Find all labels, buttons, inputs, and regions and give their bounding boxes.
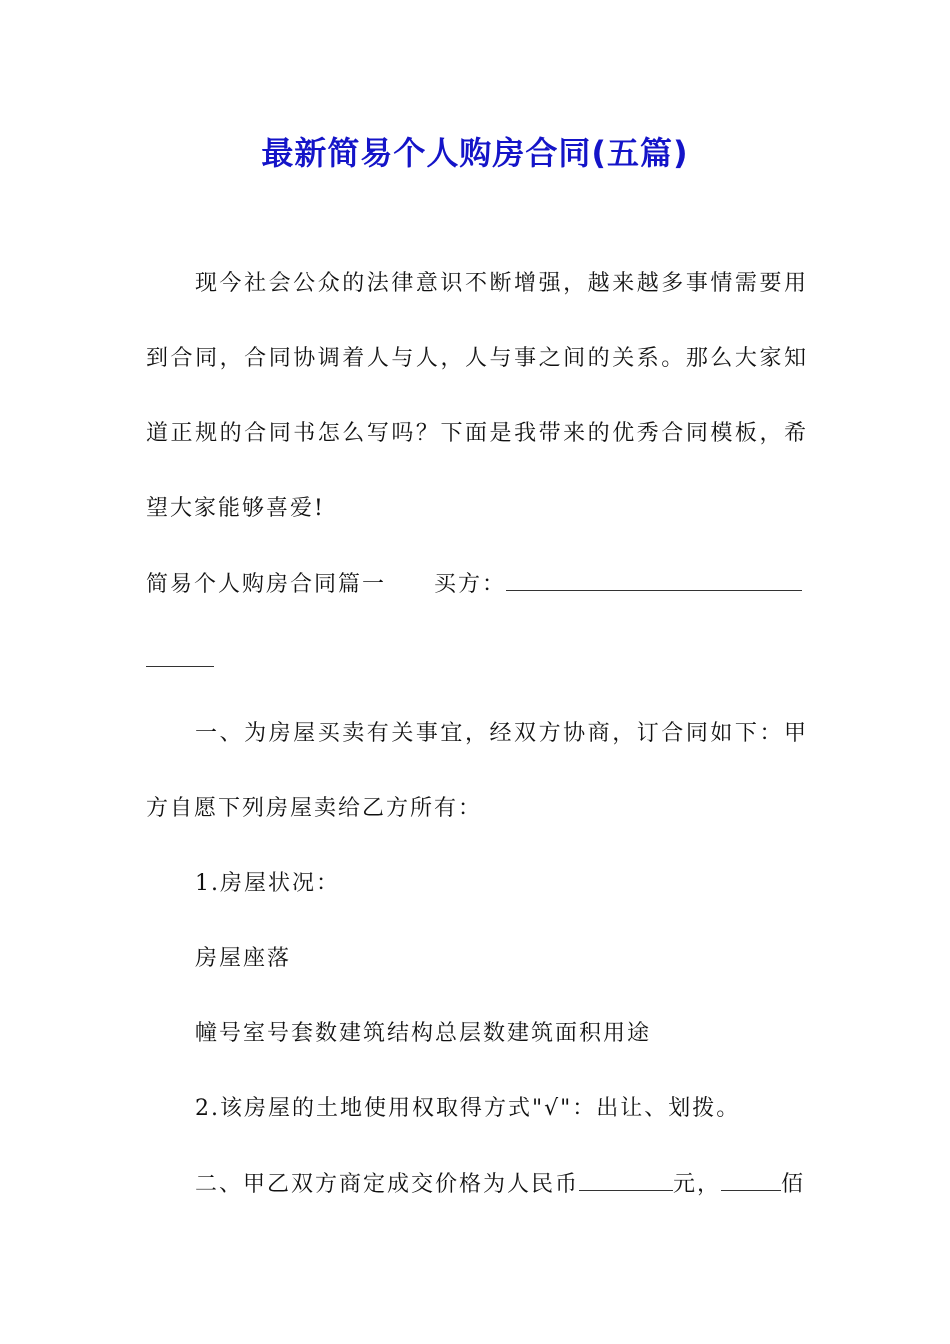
clause-two-prefix: 二、甲乙双方商定成交价格为人民币 — [195, 1172, 580, 1197]
intro-line-2: 到合同，合同协调着人与人，人与事之间的关系。那么大家知 — [146, 346, 806, 371]
house-location-label: 房屋座落 — [195, 946, 292, 971]
buyer-label: 买方： — [434, 572, 507, 597]
document-title: 最新简易个人购房合同(五篇) — [261, 134, 689, 172]
item-two-land-use: 2.该房屋的土地使用权取得方式"√"：出让、划拨。 — [195, 1096, 741, 1121]
intro-line-4: 望大家能够喜爱! — [146, 496, 325, 521]
clause-two-yuan: 元， — [673, 1172, 722, 1197]
item-one-house-status: 1.房屋状况： — [195, 871, 340, 896]
clause-two-line — [195, 1166, 806, 1202]
price-bai-blank[interactable] — [721, 1166, 781, 1191]
section-heading-line — [146, 566, 806, 602]
intro-line-1: 现今社会公众的法律意识不断增强，越来越多事情需要用 — [195, 271, 806, 296]
intro-line-3: 道正规的合同书怎么写吗？下面是我带来的优秀合同模板，希 — [146, 421, 806, 446]
price-yuan-blank[interactable] — [579, 1166, 673, 1191]
clause-two-bai: 佰 — [781, 1172, 806, 1197]
clause-one-line-2: 方自愿下列房屋卖给乙方所有： — [146, 796, 483, 821]
buyer-blank-continuation — [146, 666, 214, 667]
section-heading: 简易个人购房合同篇一 — [146, 572, 387, 597]
house-fields-line: 幢号室号套数建筑结构总层数建筑面积用途 — [195, 1021, 652, 1046]
clause-one-line-1: 一、为房屋买卖有关事宜，经双方协商，订合同如下：甲 — [195, 721, 806, 746]
buyer-blank[interactable] — [506, 566, 802, 591]
